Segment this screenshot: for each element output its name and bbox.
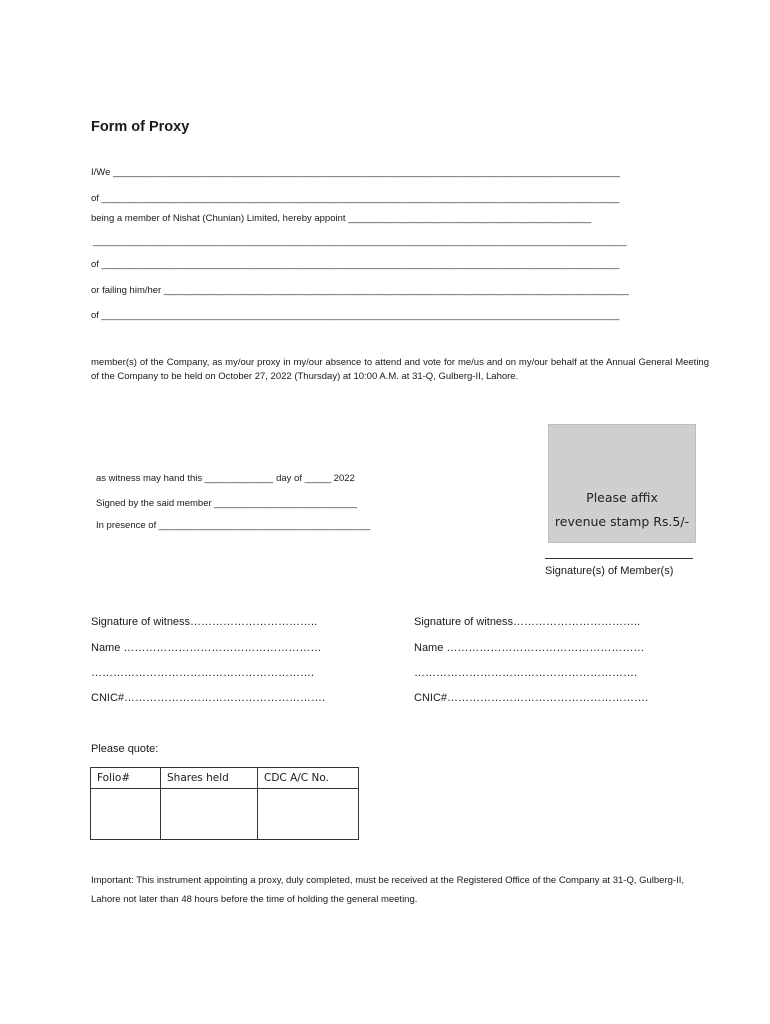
- shares-held-header: Shares held: [161, 768, 258, 789]
- witness-hand-line[interactable]: as witness may hand this _____________ day of _____ 2022: [96, 473, 355, 484]
- folio-header: Folio#: [91, 768, 161, 789]
- signed-by-member-line[interactable]: Signed by the said member ___________________________: [96, 498, 357, 509]
- stamp-text-2: revenue stamp Rs.5/-: [554, 514, 690, 529]
- proxy-name-field[interactable]: _____________________________________________________________________________________________________: [93, 236, 627, 247]
- member-signature-line[interactable]: [545, 558, 693, 559]
- table-row: [91, 789, 359, 840]
- failing-field[interactable]: or failing him/her ________________________________________________________________________________________: [91, 285, 629, 296]
- member-signature-label: Signature(s) of Member(s): [545, 565, 674, 577]
- quote-table: [90, 767, 359, 840]
- cdc-account-cell[interactable]: [258, 789, 359, 840]
- form-title: Form of Proxy: [91, 119, 190, 135]
- witness1-signature[interactable]: Signature of witness……………………………..: [91, 616, 318, 628]
- iwe-field[interactable]: I/We ________________________________________________________________________________________________: [91, 167, 621, 178]
- table-header-row: [91, 768, 359, 789]
- stamp-text-1: Please affix: [586, 490, 658, 505]
- important-note: Important: This instrument appointing a proxy, duly completed, must be received at the Registered Office of the Company at 31-Q, Gulberg-II, Lahore not later than 48 hours before the time of holding the general meeting.: [91, 875, 684, 905]
- of-field-3[interactable]: of __________________________________________________________________________________________________: [91, 310, 620, 321]
- revenue-stamp-box: [548, 424, 696, 543]
- in-presence-line[interactable]: In presence of ________________________________________: [96, 520, 371, 531]
- of-field-2[interactable]: of __________________________________________________________________________________________________: [91, 259, 620, 270]
- witness2-name[interactable]: Name ………………………………………………: [414, 642, 645, 654]
- folio-cell[interactable]: [91, 789, 161, 840]
- shares-held-cell[interactable]: [161, 789, 258, 840]
- witness1-cnic[interactable]: CNIC#……………………………………………….: [91, 692, 326, 704]
- proxy-paragraph: member(s) of the Company, as my/our proxy in my/our absence to attend and vote for me/us and on my/our behalf at the Annual General Meeting of the Company to be held on October 27, 2022 (Thursday) at 10:00 A.M. at 31-Q, Gulberg-II, Lahore.: [91, 357, 709, 382]
- of-field-1[interactable]: of __________________________________________________________________________________________________: [91, 193, 620, 204]
- witness2-signature[interactable]: Signature of witness……………………………..: [414, 616, 641, 628]
- appoint-field[interactable]: being a member of Nishat (Chunian) Limited, hereby appoint ______________________________________________: [91, 213, 592, 224]
- witness1-name[interactable]: Name ………………………………………………: [91, 642, 322, 654]
- cdc-account-header: CDC A/C No.: [258, 768, 359, 789]
- witness2-cnic[interactable]: CNIC#……………………………………………….: [414, 692, 649, 704]
- witness1-blank[interactable]: …………………………………………………….: [91, 667, 315, 679]
- witness2-blank[interactable]: …………………………………………………….: [414, 667, 638, 679]
- please-quote-label: Please quote:: [91, 743, 159, 755]
